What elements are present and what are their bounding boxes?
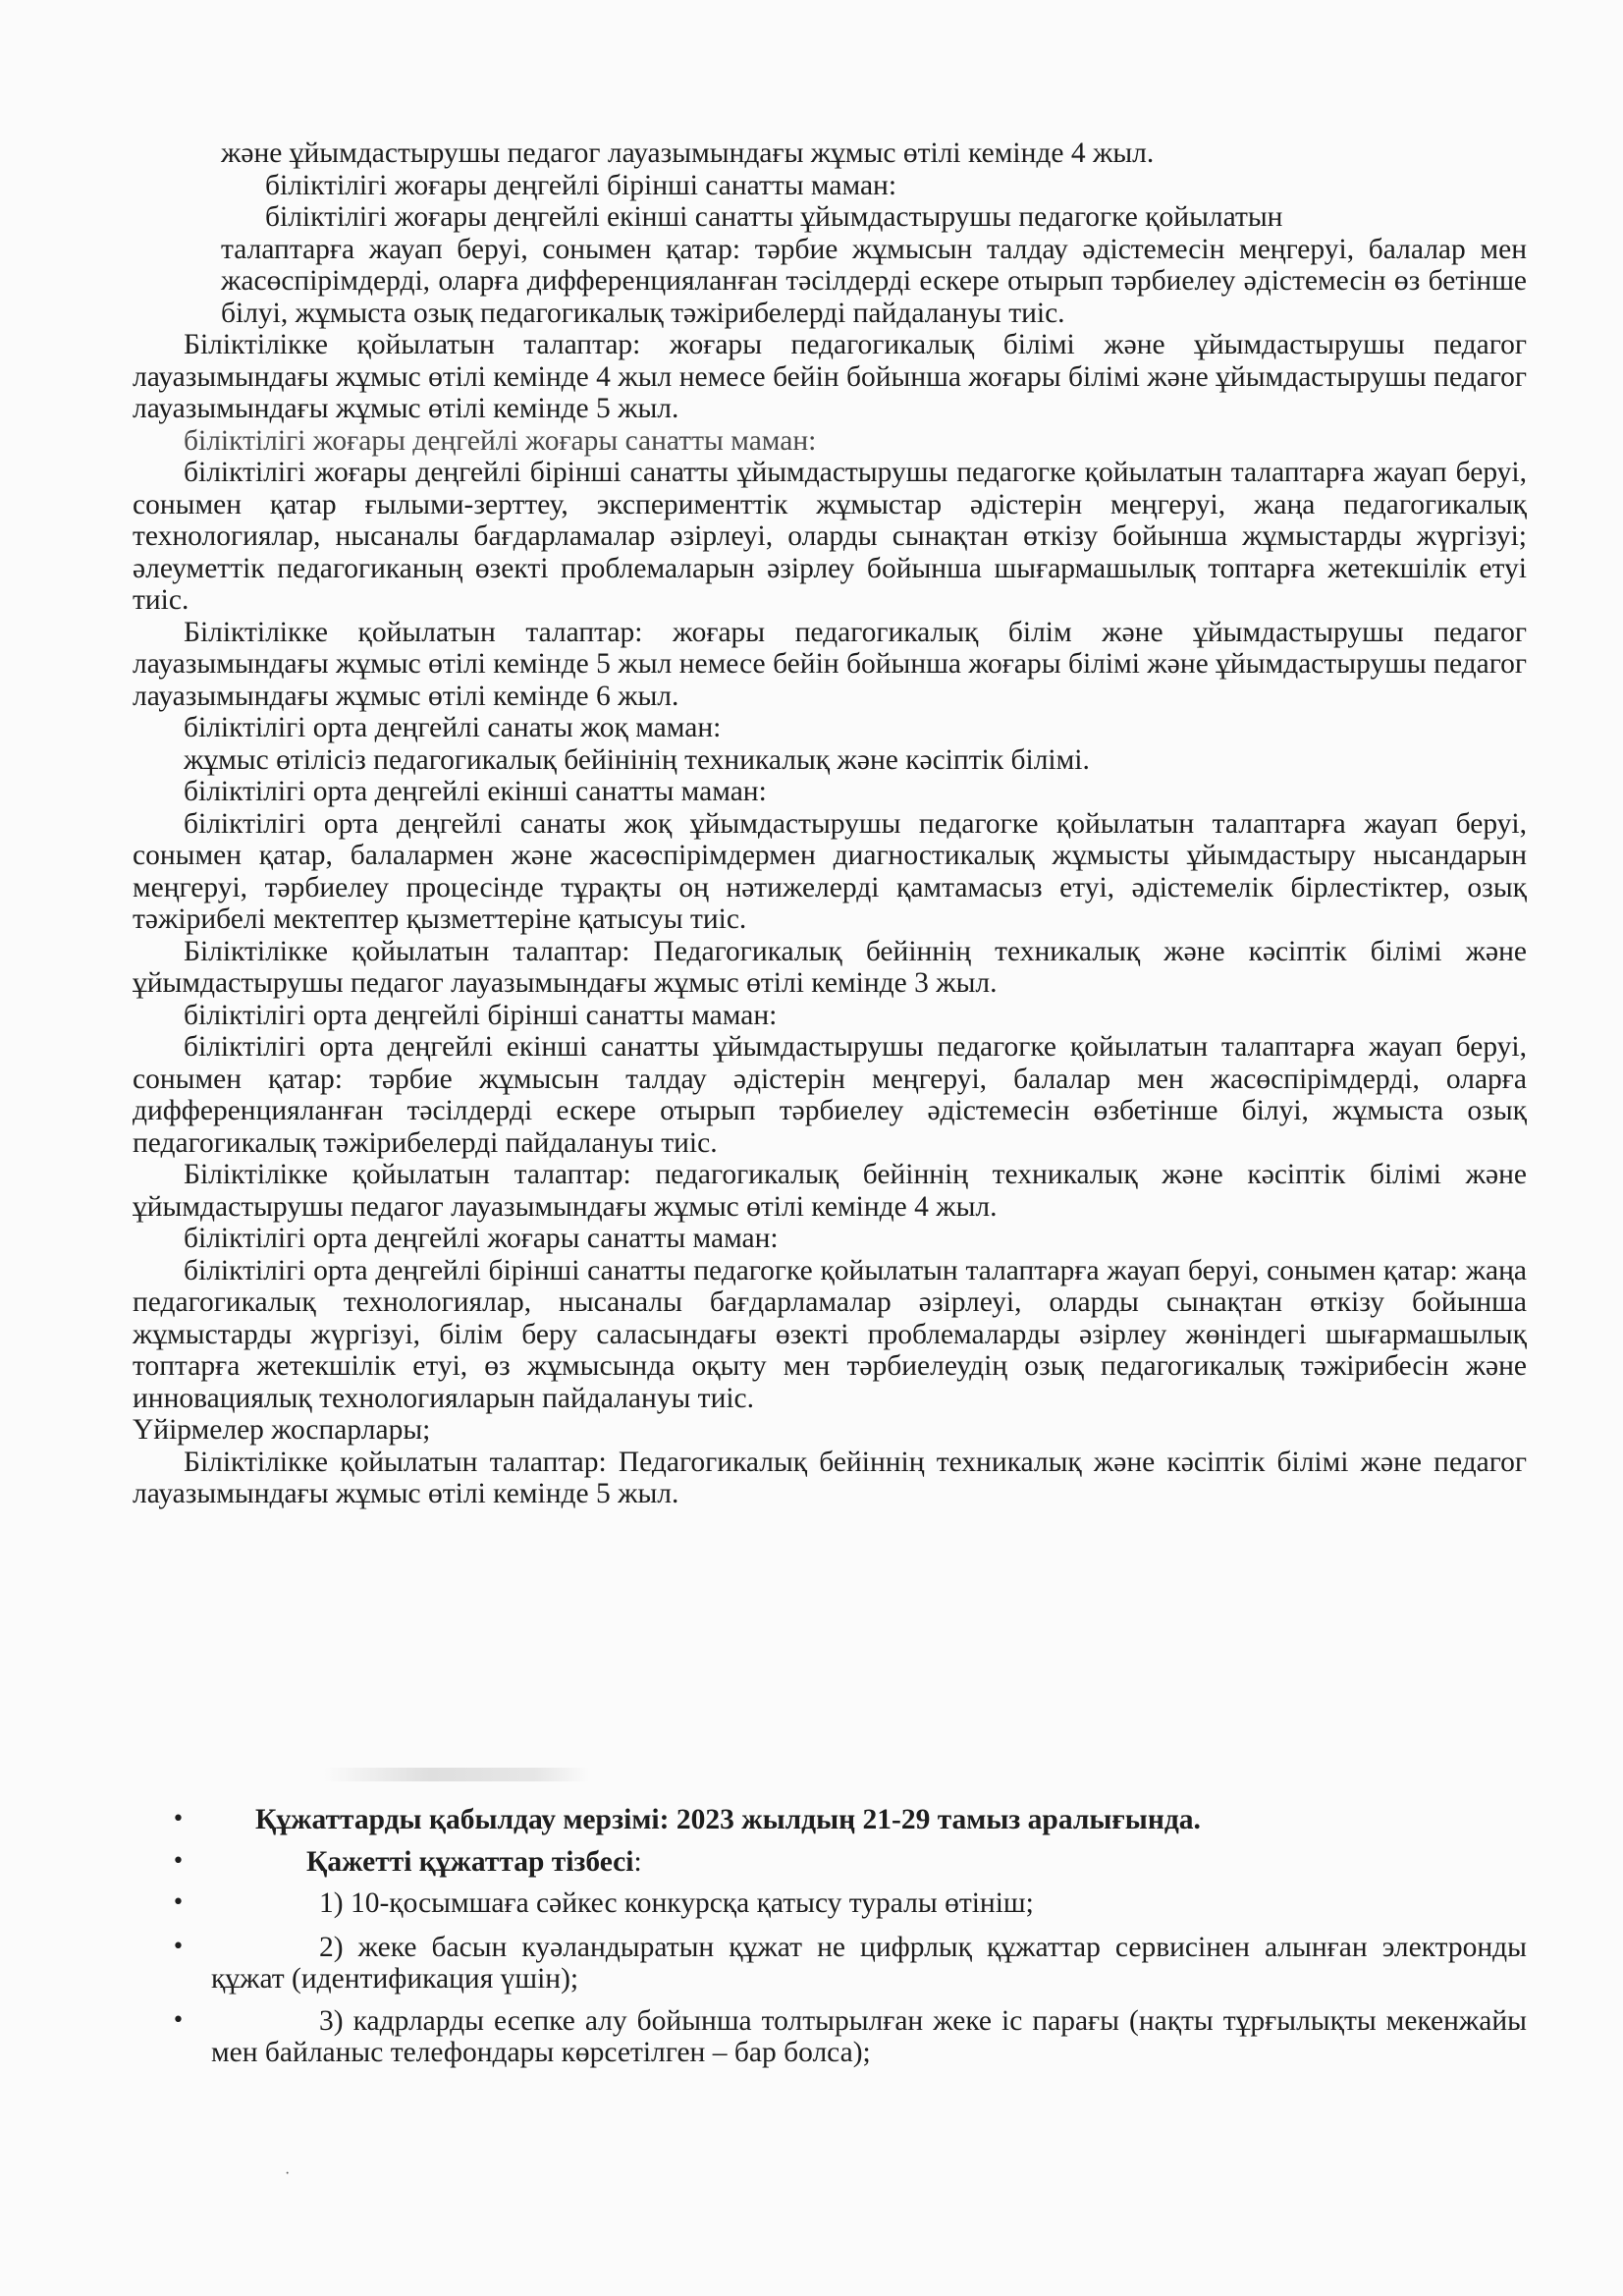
- list-item: [172, 1845, 1527, 1879]
- paragraph: біліктілігі орта деңгейлі санаты жоқ ұйымдастырушы педагогке қойылатын талаптарға жауап беруі, сонымен қатар, балалармен және жасөспірімдермен диагностикалық жұмысты ұйымдастыру нысандарын меңгеруі, тәрбиелеу процесінде тұрақты оң нәтижелерді қамтамасыз етуі, әдістемелік бірлестіктер, озық тәжірибелі мектептер қызметтеріне қатысуы тиіс.: [133, 807, 1527, 935]
- paragraph: біліктілігі орта деңгейлі санаты жоқ маман:: [184, 712, 722, 743]
- list-item-text: 1) 10-қосымшаға сәйкес конкурсқа қатысу туралы өтініш;: [319, 1887, 1034, 1919]
- paragraph: біліктілігі орта деңгейлі екінші санатты ұйымдастырушы педагогке қойылатын талаптарға жауап беруі, сонымен қатар: тәрбие жұмысын талдау әдістерін меңгеруі, балалар мен жасөспірімдерді, оларға дифференцияланған тәсілдерді ескере отырып тәрбиелеу әдістемесін өзбетінше білуі, жұмыста озық педагогикалық тәжірибелерді пайдалануы тиіс.: [133, 1031, 1527, 1159]
- document-body: [133, 137, 1527, 1510]
- list-item: [172, 1887, 1527, 1920]
- paragraph: біліктілігі орта деңгейлі бірінші санатты маман:: [184, 999, 778, 1031]
- paragraph: біліктілігі жоғары деңгейлі бірінші санатты маман:: [265, 169, 897, 201]
- requirements-list: [172, 1804, 1527, 2079]
- list-item-text: 2) жеке басын куәландыратын құжат не цифрлық құжаттар сервисінен алынған электронды құжат (идентификация үшін);: [211, 1931, 1527, 1995]
- paragraph: Біліктілікке қойылатын талаптар: жоғары педагогикалық білімі және ұйымдастырушы педагог лауазымындағы жұмыс өтілі кемінде 4 жыл немесе бейін бойынша жоғары білімі және ұйымдастырушы педагог лауазымындағы жұмыс өтілі кемінде 5 жыл.: [133, 329, 1527, 424]
- paragraph: біліктілігі орта деңгейлі бірінші санатты педагогке қойылатын талаптарға жауап беруі, сонымен қатар: жаңа педагогикалық технологиялар, нысаналы бағдарламалар әзірлеуі, оларды сынақтан өткізу бойынша жұмыстарды жүргізуі, білім беру саласындағы өзекті проблемаларды әзірлеу жөніндегі шығармашылық топтарға жетекшілік етуі, өз жұмысында оқыту мен тәрбиелеудің озық педагогикалық тәжірибесін және инновациялық технологияларын пайдалануы тиіс.: [133, 1254, 1527, 1414]
- paragraph: біліктілігі жоғары деңгейлі бірінші санатты ұйымдастырушы педагогке қойылатын талаптарға жауап беруі, сонымен қатар ғылыми-зерттеу, эксперименттік жұмыстар әдістерін меңгеруі, жаңа педагогикалық технологиялар, нысаналы бағдарламалар әзірлеуі, оларды сынақтан өткізу бойынша жұмыстарды жүргізуі; әлеуметтік педагогиканың өзекті проблемаларын әзірлеу бойынша шығармашылық топтарға жетекшілік етуі тиіс.: [133, 457, 1527, 616]
- paragraph: талаптарға жауап беруі, сонымен қатар: тәрбие жұмысын талдау әдістемесін меңгеруі, балалар мен жасөспірімдерді, оларға дифференцияланған тәсілдерді ескере отырып тәрбиелеу әдістемесін өз бетінше білуі, жұмыста озық педагогикалық тәжірибелерді пайдалануы тиіс.: [221, 233, 1527, 329]
- paragraph: біліктілігі орта деңгейлі екінші санатты маман:: [184, 776, 767, 807]
- paragraph: Біліктілікке қойылатын талаптар: Педагогикалық бейіннің техникалық және кәсіптік білімі және педагог лауазымындағы жұмыс өтілі кемінде 5 жыл.: [133, 1446, 1527, 1509]
- paragraph: Үйірмелер жоспарлары;: [133, 1414, 431, 1446]
- list-item: [172, 2004, 1527, 2069]
- paragraph: жұмыс өтілісіз педагогикалық бейінінің техникалық және кәсіптік білімі.: [184, 743, 1090, 776]
- scan-smudge: [324, 1768, 589, 1781]
- bullet-icon: •: [172, 1848, 185, 1874]
- paragraph: Біліктілікке қойылатын талаптар: Педагогикалық бейіннің техникалық және кәсіптік білімі және ұйымдастырушы педагог лауазымындағы жұмыс өтілі кемінде 3 жыл.: [133, 935, 1527, 999]
- list-item: [172, 1804, 1527, 1836]
- page-mark: ·: [285, 2165, 291, 2182]
- bullet-icon: •: [172, 1807, 185, 1831]
- paragraph: біліктілігі орта деңгейлі жоғары санатты маман:: [184, 1223, 779, 1254]
- list-item-text: Құжаттарды қабылдау мерзімі: 2023 жылдың 21-29 тамыз аралығында.: [255, 1804, 1201, 1835]
- list-item: [172, 1931, 1527, 1995]
- paragraph: Біліктілікке қойылатын талаптар: жоғары педагогикалық білім және ұйымдастырушы педагог лауазымындағы жұмыс өтілі кемінде 5 жыл немесе бейін бойынша жоғары білімі және ұйымдастырушы педагог лауазымындағы жұмыс өтілі кемінде 6 жыл.: [133, 616, 1527, 712]
- bullet-icon: •: [172, 1934, 185, 1959]
- paragraph: және ұйымдастырушы педагог лауазымындағы жұмыс өтілі кемінде 4 жыл.: [221, 137, 1155, 169]
- bullet-icon: •: [172, 1890, 185, 1915]
- list-item-text: Қажетті құжаттар тізбесі:: [306, 1845, 642, 1878]
- bullet-icon: •: [172, 2007, 185, 2033]
- list-item-text: 3) кадрларды есепке алу бойынша толтырылған жеке іс парағы (нақты тұрғылықты мекенжайы мен байланыс телефондары көрсетілген – бар болса);: [211, 2004, 1527, 2068]
- paragraph: біліктілігі жоғары деңгейлі жоғары санатты маман:: [184, 424, 817, 457]
- paragraph: Біліктілікке қойылатын талаптар: педагогикалық бейіннің техникалық және кәсіптік білімі және ұйымдастырушы педагог лауазымындағы жұмыс өтілі кемінде 4 жыл.: [133, 1159, 1527, 1223]
- paragraph: біліктілігі жоғары деңгейлі екінші санатты ұйымдастырушы педагогке қойылатын: [265, 201, 1283, 233]
